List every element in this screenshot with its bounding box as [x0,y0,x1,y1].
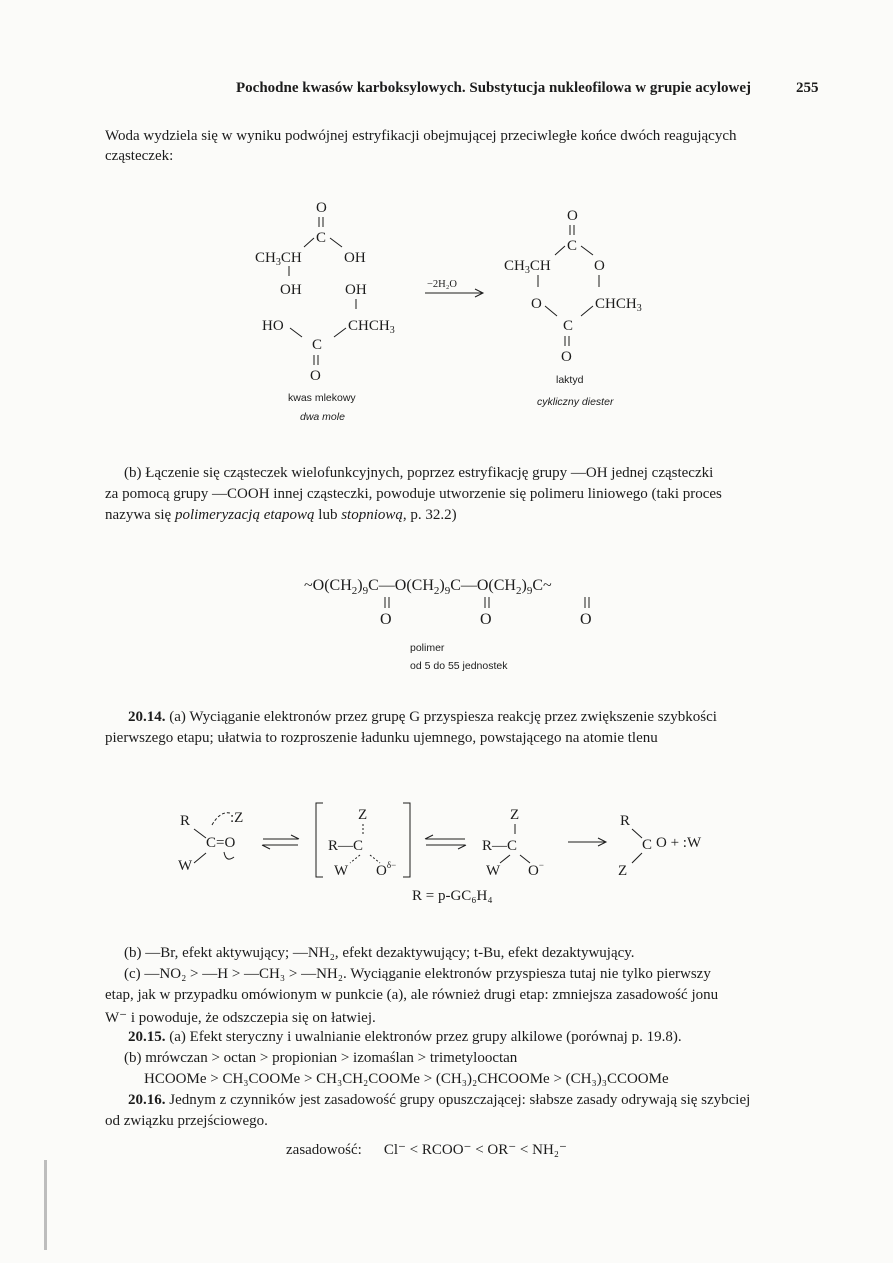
product-ring-oxygen-left: O [531,296,542,312]
s20-14-line-2: pierwszego etapu; ułatwia to rozproszenie ładunku ujemnego, powstającego na atomie tlenu [105,730,658,746]
polymer-carbonyl-o-2: O [480,611,492,628]
prod-c: C [642,837,653,853]
reactant-bottom-ho: HO [262,318,284,334]
s20-14b-line: (b) —Br, efekt aktywujący; —NH₂, efekt dezaktywujący; t-Bu, efekt dezaktywujący. [124,945,635,961]
start-w: W [178,858,193,874]
reactant-bottom-carbon: C [312,337,323,353]
start-carbonyl: C=O [206,835,236,851]
reactant-top-oxygen: O [316,200,327,216]
reactant-bottom-chch3: $CHCH_3$ [348,318,395,336]
prod-z: Z [618,863,628,879]
intro-line-1: Woda wydziela się w wyniku podwójnej estryfikacji obejmującej przeciwległe końce dwóch reagujących [105,128,737,144]
reactant-top-oh: OH [344,250,366,266]
product-bottom-oxygen: O [561,349,572,365]
para-b-line-2: za pomocą grupy —COOH innej cząsteczki, powoduje utworzenie się polimeru liniowego (taki proces [105,486,722,502]
reactant-oh-right: OH [345,282,367,298]
start-nucleophile-z: :Z [230,810,244,826]
product-caption-2: cykliczny diester [537,396,614,408]
para-b-line-1: (b) Łączenie się cząsteczek wielofunkcyjnych, poprzez estryfikację grupy —OH jednej cząsteczki [124,465,714,481]
s20-16-line-2: od związku przejściowego. [105,1113,268,1129]
reactant-oh-left: OH [280,282,302,298]
s20-15-line-a: 20.15. (a) Efekt steryczny i uwalnianie elektronów przez grupy alkilowe (porównaj p. 19.8). [128,1029,682,1045]
ts-w: W [334,863,349,879]
prod-r: R [620,813,631,829]
reactant-bottom-oxygen: O [310,368,321,384]
product-chch3: $CHCH_3$ [595,296,642,314]
basicity-order: Cl⁻ < RCOO⁻ < OR⁻ < NH₂⁻ [383,1142,567,1158]
int-r-c: R—C [482,838,518,854]
reactant-top-ch3ch: $CH_3CH$ [255,250,302,268]
int-z: Z [510,807,520,823]
product-bottom-carbon: C [563,318,574,334]
int-o: O− [528,860,544,879]
product-plus-w: O + :W [656,835,702,851]
polymer-carbonyl-o-1: O [380,611,392,628]
ts-z: Z [358,807,368,823]
start-r: R [180,813,191,829]
product-top-carbon: C [567,238,578,254]
basicity-row [286,1140,567,1159]
polymer-carbonyl-o-3: O [580,611,592,628]
r-definition: R = p-GC₆H₄ [412,888,493,904]
binding-shadow [44,1160,47,1250]
polymer-caption: polimer [410,642,445,654]
s20-14c-line-2: etap, jak w przypadku omówionym w punkcie (a), ale również drugi etap: zmniejsza zasadowość jonu [105,987,719,1003]
product-top-oxygen: O [567,208,578,224]
s20-15-line-b: (b) mrówczan > octan > propionian > izomaślan > trimetylooctan [124,1050,518,1066]
s20-16-line-1: 20.16. Jednym z czynników jest zasadowość grupy opuszczającej: słabsze zasady odrywają się szybciej [128,1092,751,1108]
basicity-label: zasadowość: [286,1142,362,1158]
product-caption: laktyd [556,374,584,386]
page-number: 255 [796,80,819,96]
product-ring-oxygen-right: O [594,258,605,274]
reactant-caption-2: dwa mole [300,411,345,423]
ts-o: $O^{\delta-}$ [376,860,397,879]
reactant-top-carbon: C [316,230,327,246]
polymer-chain: $\sim O(CH_2)_9C—O(CH_2)_9C—O(CH_2)_9C\sim$ [304,577,552,597]
int-w: W [486,863,501,879]
running-header: Pochodne kwasów karboksylowych. Substytucja nukleofilowa w grupie acylowej [236,80,752,96]
reactant-caption: kwas mlekowy [288,392,356,404]
para-b-line-3: nazywa się polimeryzacją etapową lub stopniową, p. 32.2) [105,507,457,523]
arrow-label: −2H₂O [427,279,457,290]
product-ch3ch: $CH_3CH$ [504,258,551,276]
s20-14c-line-1: (c) —NO₂ > —H > —CH₃ > —NH₂. Wyciąganie elektronów przyspiesza tutaj nie tylko pierwszy [124,966,711,982]
s20-15-formula-line: HCOOMe > CH₃COOMe > CH₃CH₂COOMe > (CH₃)₂CHCOOMe > (CH₃)₃CCOOMe [144,1071,669,1087]
s20-14c-line-3: W⁻ i powoduje, że odszczepia się on łatwiej. [105,1010,376,1026]
s20-14-line-1: 20.14. (a) Wyciąganie elektronów przez grupę G przyspiesza reakcję przez zwiększenie szybkości [128,709,717,725]
intro-line-2: cząsteczek: [105,148,174,164]
polyester-structure [300,568,630,638]
polymer-caption-2: od 5 do 55 jednostek [410,660,508,672]
ts-r-c: R—C [328,838,364,854]
